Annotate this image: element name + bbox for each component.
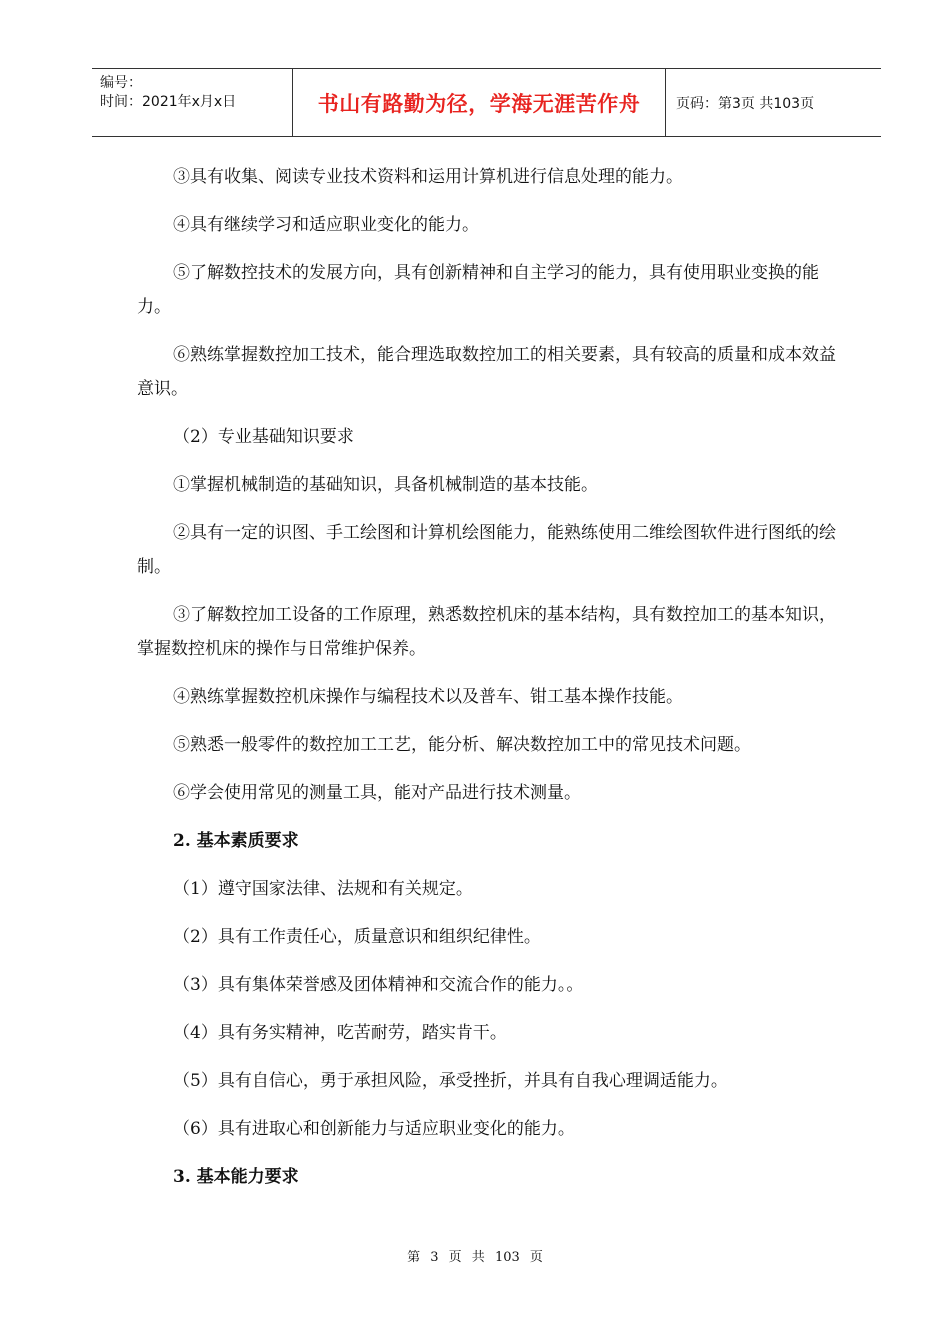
section-heading: 2. 基本素质要求: [173, 831, 299, 851]
footer-text: 页: [529, 1250, 543, 1265]
header-motto-cell: [293, 69, 666, 136]
paragraph: ④具有继续学习和适应职业变化的能力。: [173, 215, 479, 235]
header-page-label: 页码：第3页 共103页: [676, 95, 815, 112]
paragraph: ②具有一定的识图、手工绘图和计算机绘图能力，能熟练使用二维绘图软件进行图纸的绘制。: [137, 523, 836, 577]
document-body: [137, 160, 837, 1208]
header-page-cell: [666, 69, 881, 136]
paragraph: ①掌握机械制造的基础知识，具备机械制造的基本技能。: [173, 475, 598, 495]
header-info-cell: [92, 69, 293, 136]
footer-text: 第: [407, 1250, 421, 1265]
paragraph: （2）具有工作责任心，质量意识和组织纪律性。: [173, 927, 541, 947]
paragraph: ⑤了解数控技术的发展方向，具有创新精神和自主学习的能力，具有使用职业变换的能力。: [137, 263, 819, 317]
paragraph: （1）遵守国家法律、法规和有关规定。: [173, 879, 473, 899]
paragraph: ④熟练掌握数控机床操作与编程技术以及普车、钳工基本操作技能。: [173, 687, 683, 707]
section-subheading: （2）专业基础知识要求: [173, 427, 354, 447]
paragraph: ③具有收集、阅读专业技术资料和运用计算机进行信息处理的能力。: [173, 167, 683, 187]
paragraph: ⑤熟悉一般零件的数控加工工艺，能分析、解决数控加工中的常见技术问题。: [173, 735, 751, 755]
footer-text: 共: [471, 1250, 485, 1265]
header-number-label: 编号：: [100, 75, 142, 91]
header-motto: 书山有路勤为径，学海无涯苦作舟: [317, 90, 641, 116]
footer-text: 页: [448, 1250, 462, 1265]
paragraph: （6）具有进取心和创新能力与适应职业变化的能力。: [173, 1119, 575, 1139]
footer-total-pages: 103: [494, 1250, 520, 1265]
header-time-label: 时间：2021年x月x日: [100, 94, 237, 110]
section-heading: 3. 基本能力要求: [173, 1167, 299, 1187]
page-header: [92, 68, 881, 137]
page-footer: [0, 1246, 950, 1265]
paragraph: （3）具有集体荣誉感及团体精神和交流合作的能力。。: [173, 975, 584, 995]
footer-page-number: 3: [430, 1250, 439, 1265]
paragraph: （4）具有务实精神，吃苦耐劳，踏实肯干。: [173, 1023, 507, 1043]
paragraph: ③了解数控加工设备的工作原理，熟悉数控机床的基本结构，具有数控加工的基本知识，掌握数控机床的操作与日常维护保养。: [137, 605, 836, 659]
paragraph: ⑥熟练掌握数控加工技术，能合理选取数控加工的相关要素，具有较高的质量和成本效益意识。: [137, 345, 836, 399]
paragraph: ⑥学会使用常见的测量工具，能对产品进行技术测量。: [173, 783, 581, 803]
paragraph: （5）具有自信心，勇于承担风险，承受挫折，并具有自我心理调适能力。: [173, 1071, 728, 1091]
